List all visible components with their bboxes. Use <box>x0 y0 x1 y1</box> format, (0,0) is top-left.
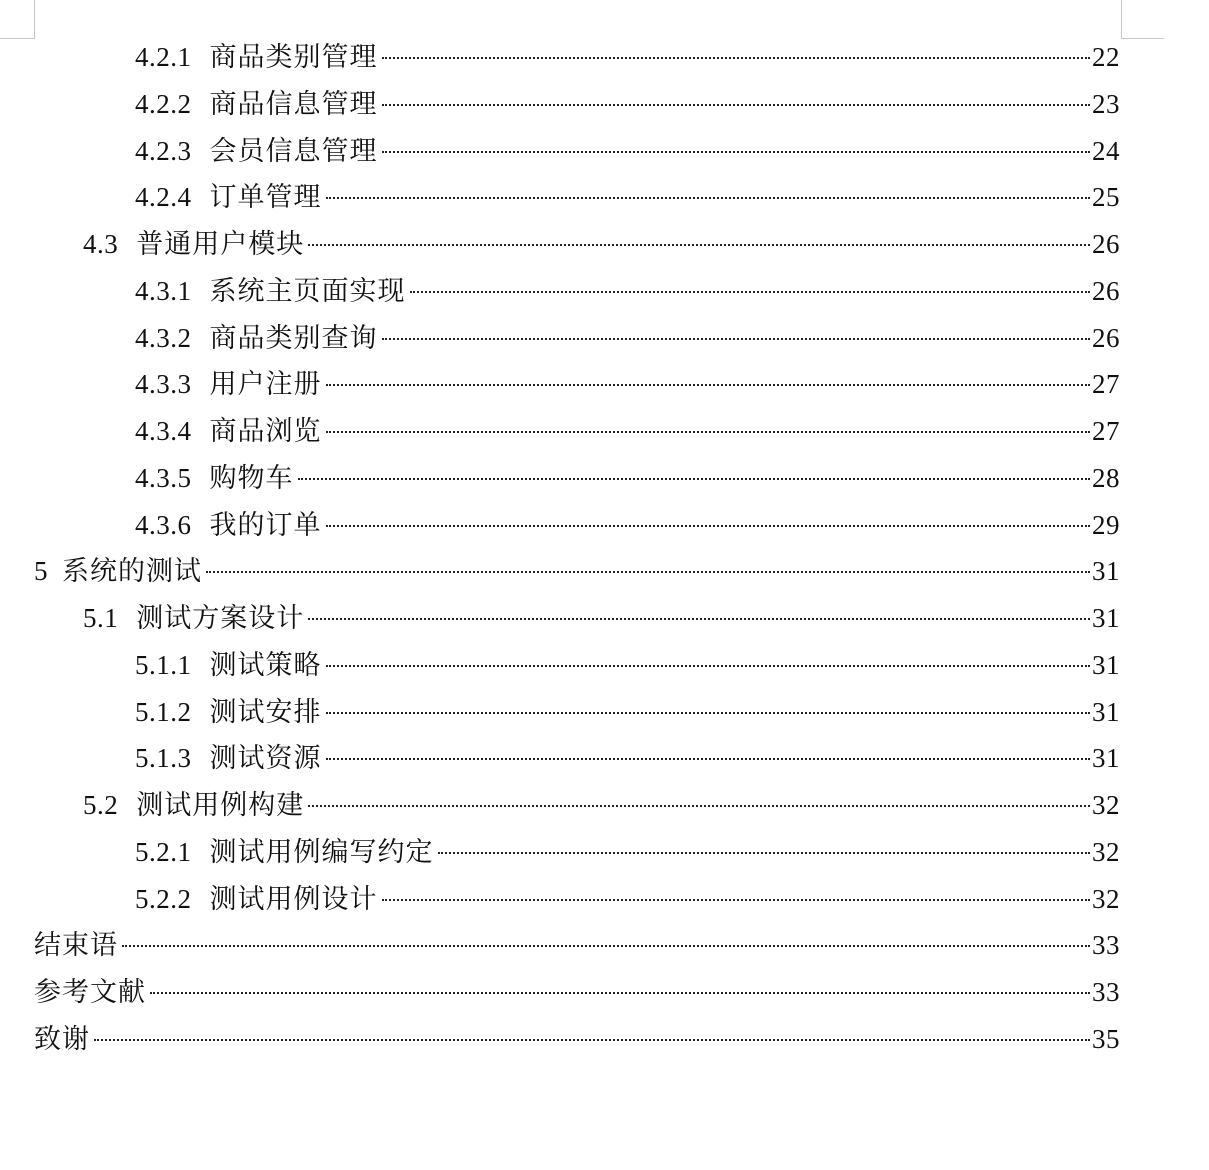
toc-entry-page: 23 <box>1092 88 1120 119</box>
toc-entry-title: 系统主页面实现 <box>209 275 406 306</box>
toc-entry[interactable] <box>0 829 1209 876</box>
toc-entry[interactable] <box>0 595 1209 642</box>
toc-dot-leader <box>326 665 1091 667</box>
toc-entry-title: 测试用例编写约定 <box>209 836 434 867</box>
toc-entry-page: 35 <box>1092 1023 1120 1054</box>
toc-dot-leader <box>382 104 1091 106</box>
table-of-contents <box>0 34 1209 1063</box>
toc-dot-leader <box>122 945 1090 947</box>
toc-entry-page: 25 <box>1092 182 1120 213</box>
toc-entry[interactable] <box>0 642 1209 689</box>
toc-dot-leader <box>438 852 1091 854</box>
toc-entry[interactable] <box>0 315 1209 362</box>
toc-dot-leader <box>308 618 1090 620</box>
toc-dot-leader <box>326 712 1091 714</box>
toc-entry-page: 31 <box>1092 556 1120 587</box>
toc-entry-number: 4.3.2 <box>135 322 192 353</box>
toc-entry[interactable] <box>0 174 1209 221</box>
toc-entry[interactable] <box>0 221 1209 268</box>
toc-entry-title: 参考文献 <box>34 977 146 1007</box>
toc-entry[interactable] <box>0 81 1209 128</box>
toc-entry-title: 测试用例构建 <box>136 790 305 820</box>
toc-entry-title: 订单管理 <box>209 182 322 213</box>
toc-entry-number: 4.3 <box>83 229 119 259</box>
toc-entry-page: 31 <box>1092 603 1120 633</box>
toc-entry-title: 测试安排 <box>209 696 322 727</box>
toc-entry[interactable] <box>0 128 1209 175</box>
toc-entry-page: 26 <box>1092 229 1120 259</box>
toc-entry-number: 4.3.5 <box>135 462 192 493</box>
toc-entry-page: 32 <box>1092 883 1120 914</box>
toc-entry-number: 4.2.4 <box>135 182 192 213</box>
toc-entry-number: 4.3.6 <box>135 509 192 540</box>
toc-entry[interactable] <box>0 455 1209 502</box>
toc-entry-number: 5.2 <box>83 790 119 820</box>
toc-dot-leader <box>382 338 1091 340</box>
toc-entry-page: 31 <box>1092 696 1120 727</box>
toc-entry-title: 购物车 <box>209 462 294 493</box>
toc-entry-page: 26 <box>1092 275 1120 306</box>
toc-entry-page: 31 <box>1092 649 1120 680</box>
toc-entry-page: 24 <box>1092 135 1120 166</box>
toc-entry[interactable] <box>0 689 1209 736</box>
toc-entry-title: 测试策略 <box>209 649 322 680</box>
toc-dot-leader <box>382 899 1091 901</box>
toc-dot-leader <box>326 431 1091 433</box>
toc-dot-leader <box>326 758 1091 760</box>
toc-entry-title: 商品信息管理 <box>209 88 378 119</box>
toc-dot-leader <box>326 197 1091 199</box>
toc-entry-title: 测试方案设计 <box>136 603 305 633</box>
toc-entry-title: 结束语 <box>34 930 118 961</box>
toc-entry-number: 5.2.2 <box>135 883 192 914</box>
toc-entry[interactable] <box>0 408 1209 455</box>
toc-entry-number: 4.2.3 <box>135 135 192 166</box>
toc-entry-page: 29 <box>1092 509 1120 540</box>
toc-dot-leader <box>206 571 1090 573</box>
toc-entry[interactable] <box>0 735 1209 782</box>
toc-entry-page: 27 <box>1092 416 1120 446</box>
toc-entry-number: 5.1.2 <box>135 696 192 727</box>
toc-entry-title: 商品浏览 <box>209 416 322 446</box>
toc-entry[interactable] <box>0 361 1209 408</box>
toc-entry-number: 5 <box>34 556 48 587</box>
toc-dot-leader <box>382 57 1091 59</box>
toc-entry[interactable] <box>0 782 1209 829</box>
toc-entry-number: 4.3.1 <box>135 275 192 306</box>
toc-entry-title: 测试用例设计 <box>209 883 378 914</box>
toc-entry[interactable] <box>0 969 1209 1016</box>
toc-dot-leader <box>298 478 1091 480</box>
toc-entry-page: 33 <box>1092 930 1120 961</box>
toc-entry-number: 5.1 <box>83 603 119 633</box>
toc-entry-title: 普通用户模块 <box>136 229 305 259</box>
toc-entry-page: 31 <box>1092 743 1120 774</box>
toc-dot-leader <box>94 1039 1090 1041</box>
toc-entry-number: 4.2.1 <box>135 42 192 72</box>
toc-entry[interactable] <box>0 548 1209 595</box>
toc-entry-page: 32 <box>1092 836 1120 867</box>
toc-entry-title: 用户注册 <box>209 369 322 400</box>
toc-entry-title: 会员信息管理 <box>209 135 378 166</box>
toc-entry-number: 4.2.2 <box>135 88 192 119</box>
toc-dot-leader <box>150 992 1090 994</box>
toc-entry-page: 27 <box>1092 369 1120 400</box>
toc-dot-leader <box>308 244 1090 246</box>
toc-entry-number: 5.1.3 <box>135 743 192 774</box>
toc-entry-number: 5.2.1 <box>135 836 192 867</box>
toc-entry[interactable] <box>0 1016 1209 1063</box>
toc-entry-title: 系统的测试 <box>62 556 202 587</box>
toc-entry-page: 33 <box>1092 977 1120 1007</box>
toc-dot-leader <box>308 805 1090 807</box>
toc-dot-leader <box>382 151 1091 153</box>
toc-entry-number: 4.3.3 <box>135 369 192 400</box>
toc-entry[interactable] <box>0 268 1209 315</box>
toc-entry-number: 5.1.1 <box>135 649 192 680</box>
toc-entry-title: 测试资源 <box>209 743 322 774</box>
toc-dot-leader <box>410 291 1091 293</box>
toc-entry-title: 我的订单 <box>209 509 322 540</box>
toc-entry[interactable] <box>0 34 1209 81</box>
toc-entry-page: 32 <box>1092 790 1120 820</box>
toc-entry-page: 28 <box>1092 462 1120 493</box>
toc-dot-leader <box>326 525 1091 527</box>
toc-entry-title: 致谢 <box>34 1023 90 1054</box>
toc-entry-title: 商品类别管理 <box>209 42 378 72</box>
toc-entry-page: 26 <box>1092 322 1120 353</box>
toc-entry-number: 4.3.4 <box>135 416 192 446</box>
toc-entry-page: 22 <box>1092 42 1120 72</box>
toc-dot-leader <box>326 384 1091 386</box>
toc-entry-title: 商品类别查询 <box>209 322 378 353</box>
toc-entry[interactable] <box>0 922 1209 969</box>
toc-entry[interactable] <box>0 876 1209 923</box>
toc-entry[interactable] <box>0 502 1209 549</box>
